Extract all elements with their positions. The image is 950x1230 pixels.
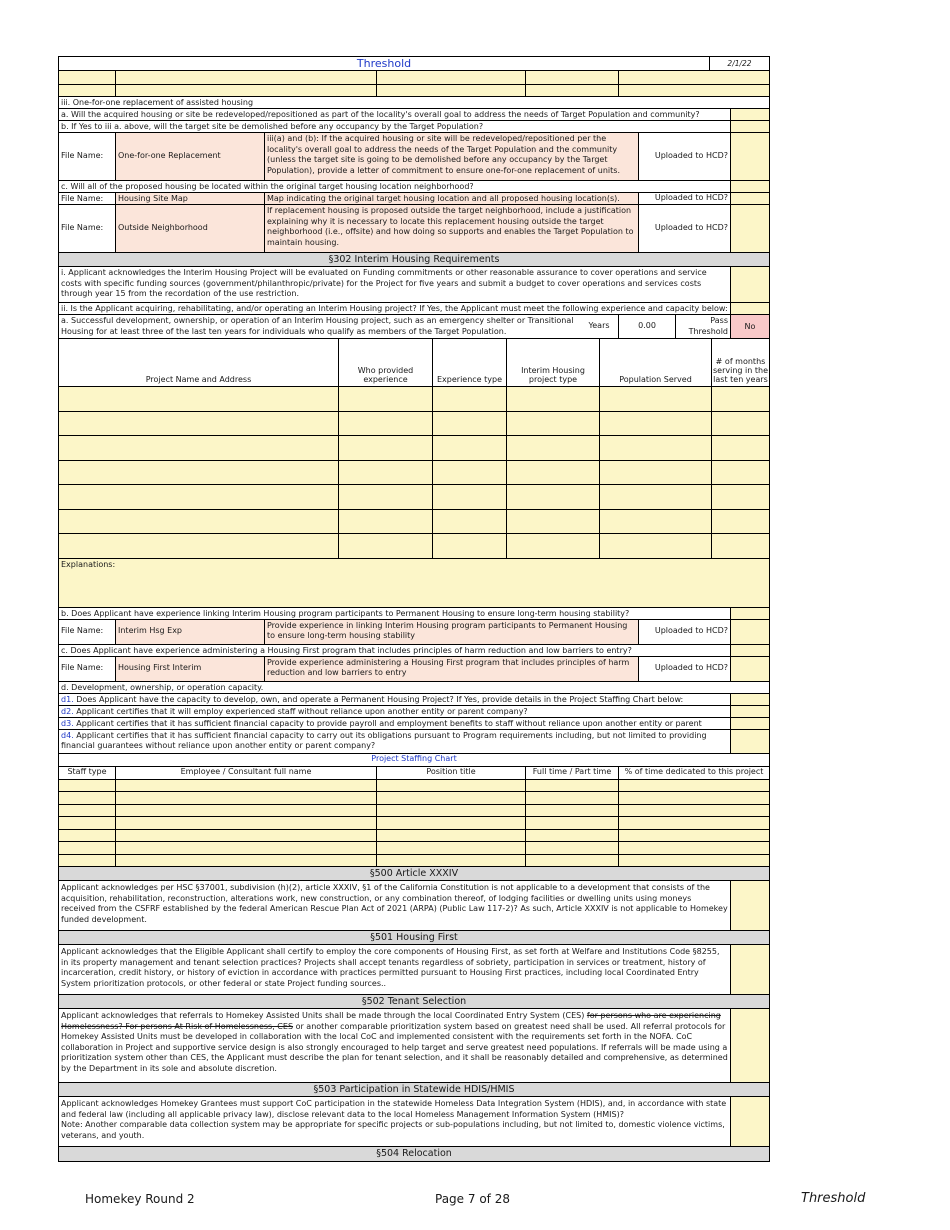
table-cell[interactable] xyxy=(432,534,506,558)
staffing-chart-title-row xyxy=(59,754,769,767)
file-description: Provide experience administering a Housing First program that includes principles of harm reduction and low barriers to entry xyxy=(264,657,638,681)
table-cell[interactable] xyxy=(618,792,769,804)
table-cell[interactable] xyxy=(338,436,432,460)
column-header: % of time dedicated to this project xyxy=(618,767,769,779)
table-cell[interactable] xyxy=(506,510,599,534)
table-cell[interactable] xyxy=(599,412,711,436)
question-row xyxy=(59,694,769,706)
answer-cell[interactable] xyxy=(730,718,769,729)
section-header xyxy=(59,1083,769,1097)
file-name-label: File Name: xyxy=(61,223,104,233)
blank-cell[interactable] xyxy=(115,85,376,96)
struck-text: for persons who are experiencing Homelessness? For persons At Risk of Homelessness, CES xyxy=(61,1011,721,1031)
blank-cell[interactable] xyxy=(618,85,769,96)
uploaded-answer-cell[interactable] xyxy=(730,657,769,681)
experience-row xyxy=(59,387,769,412)
staffing-row xyxy=(59,830,769,843)
text-part: Applicant acknowledges that referrals to Homekey Assisted Units shall be made through the local Coordinated Entry System (CES) xyxy=(61,1011,587,1020)
table-cell[interactable] xyxy=(525,780,618,792)
table-cell[interactable] xyxy=(115,830,376,842)
pass-threshold-value: No xyxy=(730,315,769,338)
table-cell[interactable] xyxy=(506,387,599,411)
acknowledgement-row xyxy=(59,1009,769,1083)
table-cell[interactable] xyxy=(432,510,506,534)
experience-row xyxy=(59,461,769,486)
column-header: Employee / Consultant full name xyxy=(115,767,376,779)
item-text: Applicant certifies that it has sufficient financial capacity to carry out its obligations pursuant to Program requirements including, but not limited to providing financial guarantees without reliance upon another entity or parent company? xyxy=(61,730,707,750)
section-header xyxy=(59,931,769,945)
file-description: Map indicating the original target housing location and all proposed housing location(s). xyxy=(264,193,638,204)
question-row xyxy=(59,718,769,730)
acknowledgement-text xyxy=(59,1097,730,1146)
file-name-label: File Name: xyxy=(61,626,104,636)
staffing-table-header xyxy=(59,767,769,780)
question-text xyxy=(59,718,730,729)
table-cell[interactable] xyxy=(525,805,618,817)
blank-cell[interactable] xyxy=(376,71,525,84)
answer-cell[interactable] xyxy=(730,608,769,619)
column-header: Experience type xyxy=(432,339,506,386)
answer-cell[interactable] xyxy=(730,109,769,120)
uploaded-answer-cell[interactable] xyxy=(730,193,769,204)
question-text: c. Does Applicant have experience administering a Housing First program that includes principles of harm reduction and low barriers to entry? xyxy=(61,645,632,655)
question-text: ii. Is the Applicant acquiring, rehabilitating, and/or operating an Interim Housing project? If Yes, the Applicant must meet the following experience and capacity below: xyxy=(61,304,728,313)
acknowledgement-row xyxy=(59,881,769,931)
table-cell[interactable] xyxy=(506,436,599,460)
staffing-row xyxy=(59,842,769,855)
item-text: Does Applicant have the capacity to develop, own, and operate a Permanent Housing Project? If Yes, provide details in the Project Staffing Chart below: xyxy=(73,694,684,704)
table-cell[interactable] xyxy=(115,842,376,854)
sheet-title: Threshold xyxy=(356,57,412,70)
table-cell[interactable] xyxy=(599,461,711,485)
table-cell[interactable] xyxy=(59,855,115,867)
table-cell[interactable] xyxy=(59,485,338,509)
table-cell[interactable] xyxy=(618,830,769,842)
table-cell[interactable] xyxy=(711,387,769,411)
question-row xyxy=(59,303,769,315)
table-cell[interactable] xyxy=(432,412,506,436)
item-tag: d3. xyxy=(61,718,74,728)
table-cell[interactable] xyxy=(59,842,115,854)
footer-section-name: Threshold xyxy=(801,1191,866,1206)
file-upload-row xyxy=(59,205,769,253)
blank-cell[interactable] xyxy=(376,85,525,96)
uploaded-label: Uploaded to HCD? xyxy=(638,620,730,644)
table-cell[interactable] xyxy=(525,792,618,804)
question-text xyxy=(59,694,730,705)
table-cell[interactable] xyxy=(338,387,432,411)
question-text: c. Will all of the proposed housing be located within the original target housing location neighborhood? xyxy=(61,182,474,191)
experience-row xyxy=(59,510,769,535)
answer-cell[interactable] xyxy=(730,181,769,192)
section-title: §302 Interim Housing Requirements xyxy=(328,254,500,265)
threshold-worksheet xyxy=(58,56,770,1162)
table-cell[interactable] xyxy=(506,412,599,436)
blank-cell[interactable] xyxy=(618,71,769,84)
question-text: a. Will the acquired housing or site be redeveloped/repositioned as part of the locality's overall goal to address the needs of Target Population and community? xyxy=(61,110,700,119)
file-name-value[interactable]: Interim Hsg Exp xyxy=(115,620,264,644)
table-cell[interactable] xyxy=(599,534,711,558)
acknowledgement-text: Applicant acknowledges per HSC §37001, subdivision (h)(2), article XXXIV, §1 of the California Constitution is not applicable to a development that consists of the acquisition, rehabilitation, reconstruction, alterations work, new construction, or any combination thereof, of lodging facilities or dwelling units using moneys received from the CSFRF established by the federal American Rescue Plan Act of 2021 (ARPA) (Public Law 117-2)? As such, Article XXXIV is not applicable to Homekey funded development. xyxy=(61,883,728,924)
experience-row xyxy=(59,485,769,510)
blank-cell[interactable] xyxy=(59,71,115,84)
staffing-row xyxy=(59,855,769,868)
table-cell[interactable] xyxy=(376,855,525,867)
table-cell[interactable] xyxy=(115,780,376,792)
years-value: 0.00 xyxy=(618,315,675,338)
question-row xyxy=(59,97,769,109)
table-cell[interactable] xyxy=(59,510,338,534)
table-cell[interactable] xyxy=(506,461,599,485)
table-cell[interactable] xyxy=(711,436,769,460)
table-cell[interactable] xyxy=(599,485,711,509)
file-description: Provide experience in linking Interim Housing program participants to Permanent Housing to ensure long-term housing stability xyxy=(264,620,638,644)
answer-cell[interactable] xyxy=(730,730,769,753)
column-header: # of months serving in the last ten years xyxy=(711,339,769,386)
table-cell[interactable] xyxy=(338,485,432,509)
table-cell[interactable] xyxy=(711,461,769,485)
file-description: iii(a) and (b): If the acquired housing or site will be redeveloped/repositioned per the locality's overall goal to address the needs of the Target Population and the community (unless the target site is going to be demolished before any occupancy by the Target Population), provide a letter of commitment to ensure one-for-one replacement of units. xyxy=(264,133,638,180)
table-cell[interactable] xyxy=(376,805,525,817)
section-header xyxy=(59,253,769,267)
acknowledgement-note: Note: Another comparable data collection system may be appropriate for specific projects or sub-populations including, but not limited to, domestic violence victims, veterans, and youth. xyxy=(61,1120,725,1140)
section-title: §504 Relocation xyxy=(376,1148,452,1159)
table-cell[interactable] xyxy=(338,461,432,485)
answer-cell[interactable] xyxy=(730,121,769,132)
table-cell[interactable] xyxy=(376,780,525,792)
sheet-title-row xyxy=(59,57,769,71)
table-cell[interactable] xyxy=(59,830,115,842)
table-cell[interactable] xyxy=(338,510,432,534)
answer-cell[interactable] xyxy=(730,267,769,302)
file-upload-row xyxy=(59,133,769,181)
answer-cell[interactable] xyxy=(730,945,769,994)
column-header: Position title xyxy=(376,767,525,779)
file-name-value[interactable]: Housing Site Map xyxy=(115,193,264,204)
question-row xyxy=(59,706,769,718)
table-cell[interactable] xyxy=(711,485,769,509)
table-cell[interactable] xyxy=(115,855,376,867)
answer-cell[interactable] xyxy=(730,881,769,930)
pass-threshold-label: Pass Threshold xyxy=(675,315,730,338)
table-cell[interactable] xyxy=(338,412,432,436)
file-name-value[interactable]: One-for-one Replacement xyxy=(115,133,264,180)
answer-cell[interactable] xyxy=(730,1009,769,1082)
experience-row xyxy=(59,412,769,437)
table-cell[interactable] xyxy=(59,387,338,411)
file-description: If replacement housing is proposed outside the target neighborhood, include a justification explaining why it is necessary to locate this replacement housing outside the target neighborhood (i.e., offsite) and how doing so supports and enables the Target Population to maintain housing. xyxy=(264,205,638,252)
experience-row xyxy=(59,436,769,461)
question-row xyxy=(59,267,769,303)
table-cell[interactable] xyxy=(506,534,599,558)
section-title: §503 Participation in Statewide HDIS/HMIS xyxy=(313,1084,515,1095)
item-tag: d1. xyxy=(61,694,74,704)
item-text: Applicant certifies that it will employ experienced staff without reliance upon another entity or parent company? xyxy=(73,706,528,716)
file-upload-row xyxy=(59,657,769,682)
table-cell[interactable] xyxy=(376,792,525,804)
column-header: Who provided experience xyxy=(338,339,432,386)
table-cell[interactable] xyxy=(115,805,376,817)
question-row xyxy=(59,645,769,657)
explanations-label: Explanations: xyxy=(61,559,116,569)
section-header xyxy=(59,1147,769,1161)
file-upload-row xyxy=(59,193,769,205)
question-text: iii. One-for-one replacement of assisted housing xyxy=(61,98,254,107)
experience-threshold-row xyxy=(59,315,769,339)
file-name-label: File Name: xyxy=(61,194,104,203)
table-cell[interactable] xyxy=(59,436,338,460)
table-cell[interactable] xyxy=(618,805,769,817)
table-cell[interactable] xyxy=(506,485,599,509)
text-part: or another comparable prioritization system based on greatest need shall be used. All referral protocols for Homekey Assisted Units must be developed in collaboration with the local CoC and implemented consistent with the requirements set forth in the NOFA. CoC collaboration in Project and supportive service design is also strongly encouraged to help target and serve greatest need populations. If referrals will be made using a prioritization system other than CES, the Applicant must describe the plan for tenant selection, and it shall be reasonably detailed and comprehensive, as determined by the Department in its sole and absolute discretion. xyxy=(61,1021,728,1073)
table-cell[interactable] xyxy=(432,387,506,411)
table-cell[interactable] xyxy=(618,855,769,867)
uploaded-answer-cell[interactable] xyxy=(730,620,769,644)
question-row xyxy=(59,121,769,133)
blank-row xyxy=(59,85,769,97)
blank-cell[interactable] xyxy=(525,85,618,96)
table-cell[interactable] xyxy=(525,817,618,829)
table-cell[interactable] xyxy=(376,817,525,829)
table-cell[interactable] xyxy=(115,817,376,829)
file-name-label: File Name: xyxy=(61,663,104,673)
staffing-row xyxy=(59,780,769,793)
uploaded-answer-cell[interactable] xyxy=(730,133,769,180)
question-row xyxy=(59,730,769,754)
table-cell[interactable] xyxy=(432,436,506,460)
section-title: §500 Article XXXIV xyxy=(369,868,459,879)
uploaded-label: Uploaded to HCD? xyxy=(638,133,730,180)
section-header xyxy=(59,867,769,881)
table-cell[interactable] xyxy=(59,461,338,485)
years-label: Years xyxy=(588,321,610,331)
answer-cell[interactable] xyxy=(730,303,769,314)
question-row xyxy=(59,109,769,121)
answer-cell[interactable] xyxy=(730,694,769,705)
section-title: §502 Tenant Selection xyxy=(361,996,467,1007)
acknowledgement-row xyxy=(59,945,769,995)
acknowledgement-text xyxy=(59,1009,730,1082)
staffing-row xyxy=(59,805,769,818)
table-cell[interactable] xyxy=(711,534,769,558)
section-header xyxy=(59,995,769,1009)
question-text: b. Does Applicant have experience linking Interim Housing program participants to Permanent Housing to ensure long-term housing stability? xyxy=(61,608,630,618)
section-title: §501 Housing First xyxy=(370,932,458,943)
column-header: Full time / Part time xyxy=(525,767,618,779)
blank-cell[interactable] xyxy=(115,71,376,84)
column-header: Project Name and Address xyxy=(145,375,252,384)
table-cell[interactable] xyxy=(59,780,115,792)
table-cell[interactable] xyxy=(711,510,769,534)
blank-cell[interactable] xyxy=(525,71,618,84)
question-row xyxy=(59,181,769,193)
table-cell[interactable] xyxy=(338,534,432,558)
file-name-value[interactable]: Outside Neighborhood xyxy=(115,205,264,252)
table-cell[interactable] xyxy=(599,510,711,534)
table-cell[interactable] xyxy=(59,792,115,804)
table-cell[interactable] xyxy=(59,805,115,817)
uploaded-label: Uploaded to HCD? xyxy=(638,193,730,204)
table-cell[interactable] xyxy=(618,817,769,829)
experience-table-header xyxy=(59,339,769,387)
column-header: Interim Housing project type xyxy=(506,339,599,386)
question-text: a. Successful development, ownership, or operation of an Interim Housing project, such as an emergency shelter or Transitional Housing for at least three of the last ten years for individuals who qualify as members of the Target Population. xyxy=(61,316,574,336)
column-header: Staff type xyxy=(67,767,107,777)
answer-cell[interactable] xyxy=(730,1097,769,1146)
table-cell[interactable] xyxy=(525,842,618,854)
uploaded-label: Uploaded to HCD? xyxy=(638,205,730,252)
footer-program-name: Homekey Round 2 xyxy=(85,1192,195,1206)
acknowledgement-row xyxy=(59,1097,769,1147)
table-cell[interactable] xyxy=(432,461,506,485)
staffing-chart-title: Project Staffing Chart xyxy=(371,754,457,764)
table-cell[interactable] xyxy=(711,412,769,436)
acknowledgement-body: Applicant acknowledges Homekey Grantees must support CoC participation in the statewide Homeless Data Integration System (HDIS), and, in accordance with state and federal law (including all applicable privacy law), disclose relevant data to the local Homeless Management Information System (HMIS)? xyxy=(61,1099,727,1119)
table-cell[interactable] xyxy=(59,817,115,829)
question-text xyxy=(59,730,730,753)
table-cell[interactable] xyxy=(115,792,376,804)
table-cell[interactable] xyxy=(618,842,769,854)
item-tag: d4. xyxy=(61,730,74,740)
file-upload-row xyxy=(59,620,769,645)
blank-cell[interactable] xyxy=(59,85,115,96)
question-text: d. Development, ownership, or operation capacity. xyxy=(61,682,264,692)
table-cell[interactable] xyxy=(525,830,618,842)
table-cell[interactable] xyxy=(376,842,525,854)
table-cell[interactable] xyxy=(59,412,338,436)
staffing-row xyxy=(59,792,769,805)
blank-row xyxy=(59,71,769,85)
item-tag: d2. xyxy=(61,706,74,716)
table-cell[interactable] xyxy=(525,855,618,867)
question-text: b. If Yes to iii a. above, will the target site be demolished before any occupancy by the Target Population? xyxy=(61,122,484,131)
column-header: Population Served xyxy=(599,339,711,386)
table-cell[interactable] xyxy=(618,780,769,792)
item-text: Applicant certifies that it has sufficient financial capacity to provide payroll and employment benefits to staff without reliance upon another entity or parent xyxy=(76,718,702,728)
table-cell[interactable] xyxy=(59,534,338,558)
answer-cell[interactable] xyxy=(730,645,769,656)
staffing-row xyxy=(59,817,769,830)
question-row xyxy=(59,608,769,620)
question-text xyxy=(59,706,730,717)
table-cell[interactable] xyxy=(599,387,711,411)
question-text: i. Applicant acknowledges the Interim Housing Project will be evaluated on Funding commitments or other reasonable assurance to cover operations and service costs with specific funding sources (government/philanthropic/private) for the Project for five years and submit a budget to cover operations and services costs through year 15 from the recordation of the use restriction. xyxy=(61,268,707,298)
table-cell[interactable] xyxy=(432,485,506,509)
footer-page-number: Page 7 of 28 xyxy=(435,1192,510,1206)
experience-row xyxy=(59,534,769,559)
sheet-date: 2/1/22 xyxy=(709,57,769,70)
table-cell[interactable] xyxy=(376,830,525,842)
uploaded-label: Uploaded to HCD? xyxy=(638,657,730,681)
table-cell[interactable] xyxy=(599,436,711,460)
question-row xyxy=(59,682,769,694)
acknowledgement-text: Applicant acknowledges that the Eligible Applicant shall certify to employ the core components of Housing First, as set forth at Welfare and Institutions Code §8255, in its property management and tenant selection practices? Projects shall accept tenants regardless of sobriety, participation in services or treatment, history of incarceration, credit history, or history of eviction in accordance with practices permitted pursuant to Housing First practices, including local Coordinated Entry System prioritization protocols, or other federal or state Project funding sources.. xyxy=(61,947,720,988)
explanations-box[interactable] xyxy=(59,559,769,608)
file-name-label: File Name: xyxy=(61,151,104,161)
answer-cell[interactable] xyxy=(730,706,769,717)
file-name-value[interactable]: Housing First Interim xyxy=(115,657,264,681)
uploaded-answer-cell[interactable] xyxy=(730,205,769,252)
